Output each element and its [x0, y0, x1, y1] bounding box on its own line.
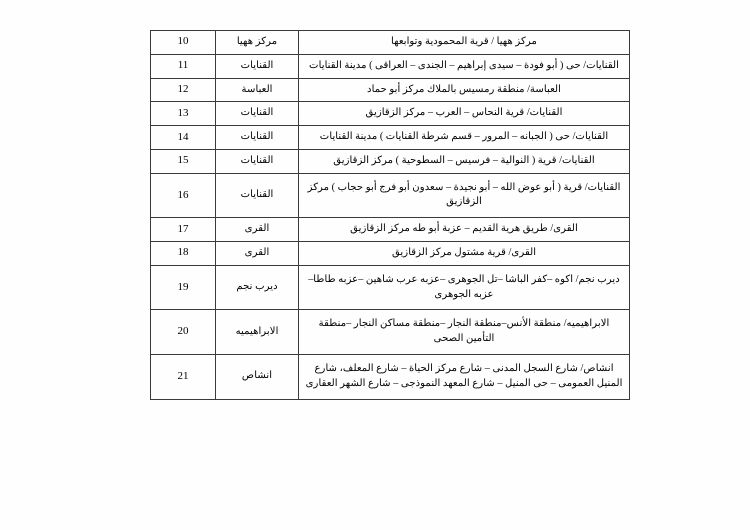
cell-center: انشاص — [216, 354, 299, 399]
table-row — [151, 242, 630, 266]
cell-center: القنايات — [216, 149, 299, 173]
cell-center: مركز ههيا — [216, 31, 299, 55]
cell-description: العباسة/ منطقة رمسيس بالملاك مركز أبو حماد — [299, 78, 630, 102]
cell-number: 13 — [151, 102, 216, 126]
cell-number: 20 — [151, 310, 216, 355]
table-body — [151, 31, 630, 400]
cell-center: القنايات — [216, 102, 299, 126]
cell-number: 10 — [151, 31, 216, 55]
cell-center: الابراهيميه — [216, 310, 299, 355]
cell-description: القنايات/ حى ( الجبانه – المرور – قسم شرطة القنايات ) مدينة القنايات — [299, 126, 630, 150]
table-row — [151, 149, 630, 173]
cell-number: 18 — [151, 242, 216, 266]
cell-number: 15 — [151, 149, 216, 173]
table-row — [151, 218, 630, 242]
cell-number: 11 — [151, 54, 216, 78]
cell-number: 14 — [151, 126, 216, 150]
cell-center: ديرب نجم — [216, 265, 299, 310]
cell-description: القرى/ قرية مشتول مركز الزقازيق — [299, 242, 630, 266]
cell-description: القنايات/ حى ( أبو فودة – سيدى إبراهيم – الجندى – العراقى ) مدينة القنايات — [299, 54, 630, 78]
cell-number: 19 — [151, 265, 216, 310]
cell-description: مركز ههيا / قرية المحمودية وتوابعها — [299, 31, 630, 55]
locations-table — [150, 30, 630, 400]
cell-description: ديرب نجم/ اكوه –كفر الباشا –تل الجوهرى –عزبه عرب شاهين –عزبه طاطا–عزبه الجوهرى — [299, 265, 630, 310]
table-row — [151, 31, 630, 55]
table-row — [151, 173, 630, 218]
cell-center: القنايات — [216, 126, 299, 150]
cell-number: 21 — [151, 354, 216, 399]
table-row — [151, 354, 630, 399]
cell-description: القرى/ طريق هرية القديم – عزبة أبو طه مركز الزقازيق — [299, 218, 630, 242]
cell-number: 12 — [151, 78, 216, 102]
table-row — [151, 54, 630, 78]
cell-center: القنايات — [216, 173, 299, 218]
cell-description: انشاص/ شارع السجل المدنى – شارع مركز الحياة – شارع المعلف، شارع المنيل العمومى – حى المنيل – شارع المعهد النموذجى – شارع الشهر العقارى — [299, 354, 630, 399]
cell-number: 17 — [151, 218, 216, 242]
table-row — [151, 126, 630, 150]
cell-description: الابراهيميه/ منطقة الأنس–منطقة النجار –منطقة مساكن النجار –منطقة التأمين الصحى — [299, 310, 630, 355]
cell-center: العباسة — [216, 78, 299, 102]
table-row — [151, 265, 630, 310]
cell-number: 16 — [151, 173, 216, 218]
cell-description: القنايات/ قرية ( النوالية – فرسيس – السطوحية ) مركز الزقازيق — [299, 149, 630, 173]
table-row — [151, 78, 630, 102]
cell-center: القنايات — [216, 54, 299, 78]
cell-description: القنايات/ قرية النحاس – العرب – مركز الزقازيق — [299, 102, 630, 126]
cell-center: القرى — [216, 218, 299, 242]
table-row — [151, 102, 630, 126]
table-row — [151, 310, 630, 355]
cell-center: القرى — [216, 242, 299, 266]
cell-description: القنايات/ قرية ( أبو عوض الله – أبو نجيدة – سعدون أبو فرج أبو حجاب ) مركز الزقازيق — [299, 173, 630, 218]
